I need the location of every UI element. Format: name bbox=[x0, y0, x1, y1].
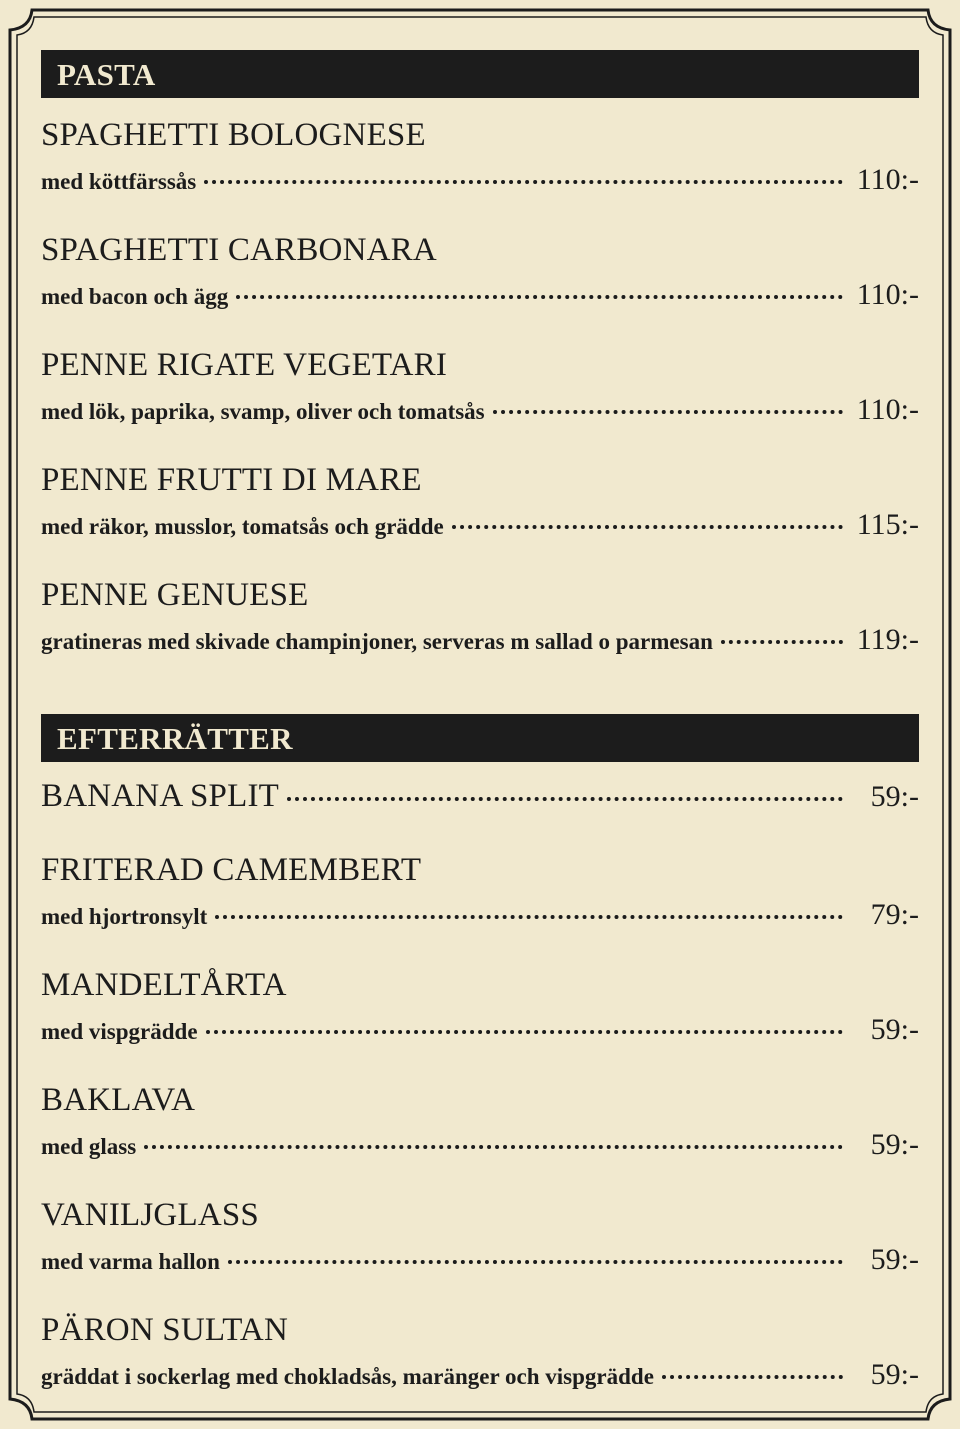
item-description: med glass bbox=[41, 1134, 137, 1159]
item-price: 59:- bbox=[870, 1013, 919, 1046]
section-desserts bbox=[41, 714, 919, 1427]
item-name: MANDELTÅRTA bbox=[41, 967, 287, 1003]
item-description: med köttfärssås bbox=[41, 169, 197, 194]
item-price: 110:- bbox=[856, 163, 919, 196]
item-name: VANILJGLASS bbox=[41, 1197, 259, 1233]
item-price: 115:- bbox=[856, 508, 919, 541]
menu-item bbox=[41, 1082, 919, 1197]
item-description: med bacon och ägg bbox=[41, 284, 229, 309]
dot-leader bbox=[215, 915, 843, 919]
item-name: FRITERAD CAMEMBERT bbox=[41, 852, 422, 888]
dot-leader bbox=[204, 180, 843, 184]
dot-leader bbox=[662, 1375, 843, 1379]
menu-item bbox=[41, 778, 919, 852]
menu-item bbox=[41, 967, 919, 1082]
menu-item bbox=[41, 852, 919, 967]
item-price: 59:- bbox=[870, 780, 919, 813]
section-title: EFTERRÄTTER bbox=[41, 714, 919, 762]
item-description: med hjortronsylt bbox=[41, 904, 208, 929]
menu-item bbox=[41, 1197, 919, 1312]
item-price: 59:- bbox=[870, 1128, 919, 1161]
item-description: med lök, paprika, svamp, oliver och tomatsås bbox=[41, 399, 485, 424]
dot-leader bbox=[452, 525, 843, 529]
dot-leader bbox=[287, 797, 843, 801]
menu-item bbox=[41, 1312, 919, 1427]
dot-leader bbox=[206, 1030, 843, 1034]
item-price: 119:- bbox=[856, 623, 919, 656]
item-name: PENNE RIGATE VEGETARI bbox=[41, 347, 448, 383]
item-price: 59:- bbox=[870, 1243, 919, 1276]
item-description: med räkor, musslor, tomatsås och grädde bbox=[41, 514, 444, 539]
item-price: 110:- bbox=[856, 278, 919, 311]
item-name: SPAGHETTI BOLOGNESE bbox=[41, 117, 426, 153]
item-name: PENNE GENUESE bbox=[41, 577, 309, 613]
item-name: PÄRON SULTAN bbox=[41, 1312, 288, 1348]
item-description: gratineras med skivade champinjoner, serveras m sallad o parmesan bbox=[41, 629, 713, 654]
dot-leader bbox=[721, 640, 843, 644]
menu-item bbox=[41, 577, 919, 692]
section-title: PASTA bbox=[41, 50, 919, 98]
item-description: med varma hallon bbox=[41, 1249, 220, 1274]
dot-leader bbox=[144, 1145, 843, 1149]
dot-leader bbox=[236, 295, 843, 299]
dot-leader bbox=[228, 1260, 843, 1264]
menu-content bbox=[41, 50, 919, 1427]
item-description: med vispgrädde bbox=[41, 1019, 198, 1044]
item-description: gräddat i sockerlag med chokladsås, maränger och vispgrädde bbox=[41, 1364, 654, 1389]
menu-item bbox=[41, 462, 919, 577]
item-name: PENNE FRUTTI DI MARE bbox=[41, 462, 422, 498]
item-price: 59:- bbox=[870, 1358, 919, 1391]
item-price: 110:- bbox=[856, 393, 919, 426]
item-name: BAKLAVA bbox=[41, 1082, 196, 1118]
item-name: SPAGHETTI CARBONARA bbox=[41, 232, 437, 268]
dot-leader bbox=[493, 410, 843, 414]
section-pasta bbox=[41, 50, 919, 692]
menu-item bbox=[41, 347, 919, 462]
item-price: 79:- bbox=[870, 898, 919, 931]
menu-item bbox=[41, 117, 919, 232]
menu-item bbox=[41, 232, 919, 347]
item-name: BANANA SPLIT bbox=[41, 778, 280, 814]
